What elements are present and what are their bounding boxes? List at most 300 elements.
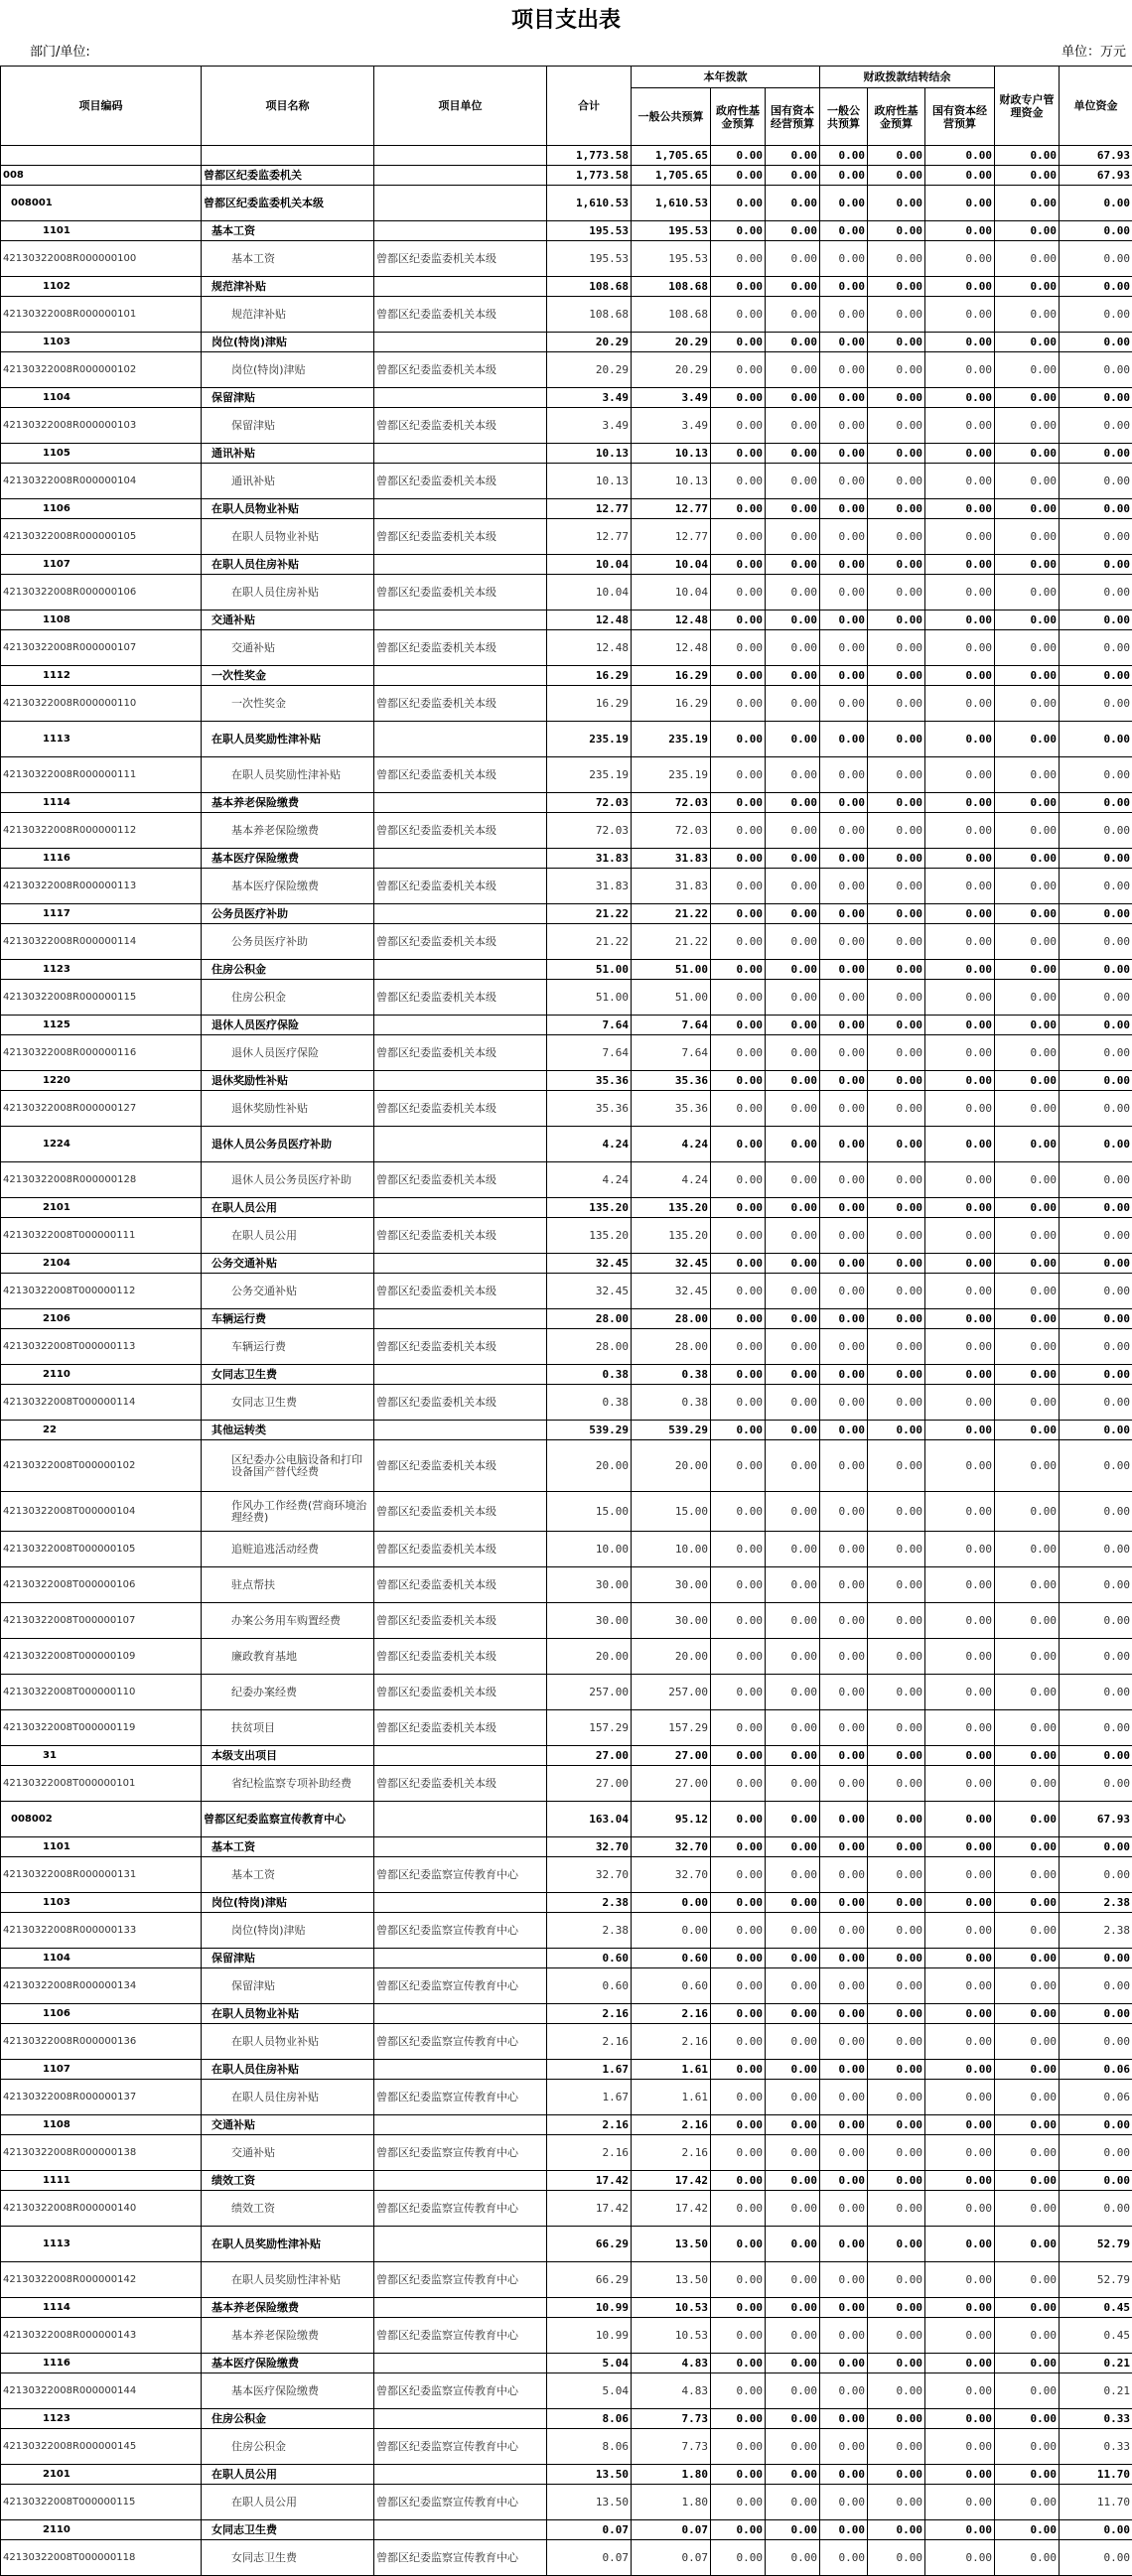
- table-row: [1, 1532, 1132, 1567]
- cell-value: 0.00: [868, 1035, 925, 1071]
- cell-name: 退休人员医疗保险: [202, 1035, 374, 1071]
- cell-name: 基本工资: [202, 241, 374, 277]
- cell-value: 0.00: [820, 2520, 868, 2540]
- cell-value: 0.00: [995, 1746, 1060, 1766]
- cell-value: 0.00: [711, 1710, 766, 1746]
- cell-value: 0.00: [995, 849, 1060, 869]
- table-row: [1, 408, 1132, 444]
- cell-value: 1.67: [547, 2080, 632, 2115]
- cell-value: 0.00: [868, 2024, 925, 2060]
- cell-unit: 曾都区纪委监委机关本级: [374, 1710, 547, 1746]
- cell-value: 0.00: [925, 1440, 995, 1492]
- cell-unit: [374, 849, 547, 869]
- cell-value: 0.00: [711, 1218, 766, 1254]
- table-row: [1, 1071, 1132, 1091]
- cell-value: 0.00: [868, 1127, 925, 1162]
- cell-value: 0.00: [766, 1016, 820, 1035]
- cell-value: 0.00: [1060, 221, 1132, 241]
- cell-name: 退休人员公务员医疗补助: [202, 1127, 374, 1162]
- cell-value: 0.00: [868, 408, 925, 444]
- cell-value: 0.00: [995, 2227, 1060, 2262]
- cell-value: 0.38: [547, 1365, 632, 1385]
- cell-value: 0.00: [711, 277, 766, 297]
- cell-code: 008: [1, 166, 202, 186]
- cell-unit: [374, 1837, 547, 1857]
- cell-value: 0.00: [995, 388, 1060, 408]
- cell-value: 0.00: [1060, 1385, 1132, 1421]
- cell-code: 1101: [1, 221, 202, 241]
- cell-value: 0.07: [547, 2540, 632, 2576]
- table-row: [1, 1675, 1132, 1710]
- cell-value: 0.00: [820, 924, 868, 960]
- cell-value: 0.00: [711, 869, 766, 904]
- cell-value: 7.73: [632, 2409, 711, 2429]
- cell-value: 0.00: [995, 722, 1060, 757]
- cell-value: 0.00: [711, 1766, 766, 1802]
- cell-unit: 曾都区纪委监察宣传教育中心: [374, 1968, 547, 2004]
- cell-code: 42130322008T000000105: [1, 1532, 202, 1567]
- cell-value: 0.00: [868, 166, 925, 186]
- cell-value: 0.00: [711, 666, 766, 686]
- cell-value: 16.29: [547, 666, 632, 686]
- cell-value: 108.68: [547, 277, 632, 297]
- cell-value: 0.00: [868, 1421, 925, 1440]
- table-row: [1, 1603, 1132, 1639]
- cell-value: 0.00: [995, 2115, 1060, 2135]
- cell-name: 曾都区纪委监察宣传教育中心: [202, 1802, 374, 1837]
- cell-value: 0.00: [868, 352, 925, 388]
- cell-name: 交通补贴: [202, 610, 374, 630]
- cell-value: 0.00: [1060, 444, 1132, 464]
- unit-label: 单位：万元: [1061, 40, 1126, 66]
- table-row: [1, 1329, 1132, 1365]
- cell-value: 0.00: [925, 1127, 995, 1162]
- cell-value: 2.38: [547, 1913, 632, 1949]
- cell-code: 1116: [1, 849, 202, 869]
- cell-name: 公务员医疗补助: [202, 904, 374, 924]
- cell-value: 0.00: [925, 2318, 995, 2354]
- cell-value: 0.00: [868, 186, 925, 221]
- cell-value: 51.00: [547, 980, 632, 1016]
- cell-code: 42130322008R000000111: [1, 757, 202, 793]
- table-row: [1, 166, 1132, 186]
- cell-value: 0.00: [868, 1949, 925, 1968]
- cell-value: 0.00: [925, 1016, 995, 1035]
- cell-value: 0.00: [868, 980, 925, 1016]
- cell-value: 0.00: [925, 1746, 995, 1766]
- cell-value: 10.00: [547, 1532, 632, 1567]
- cell-value: 195.53: [547, 221, 632, 241]
- cell-unit: [374, 1127, 547, 1162]
- cell-value: 0.00: [1060, 1421, 1132, 1440]
- cell-value: 52.79: [1060, 2227, 1132, 2262]
- cell-value: 0.00: [925, 2373, 995, 2409]
- cell-value: 0.00: [711, 1532, 766, 1567]
- cell-value: 0.00: [1060, 813, 1132, 849]
- cell-value: 0.00: [711, 1035, 766, 1071]
- cell-value: 0.00: [820, 610, 868, 630]
- cell-value: 0.00: [766, 2262, 820, 2298]
- cell-value: 31.83: [632, 849, 711, 869]
- cell-unit: 曾都区纪委监委机关本级: [374, 757, 547, 793]
- cell-value: 0.00: [1060, 610, 1132, 630]
- cell-name: 在职人员公用: [202, 1218, 374, 1254]
- cell-value: 0.00: [820, 2135, 868, 2171]
- cell-value: 0.00: [820, 757, 868, 793]
- cell-value: 0.00: [711, 1746, 766, 1766]
- cell-value: 5.04: [547, 2373, 632, 2409]
- cell-value: 0.00: [868, 1309, 925, 1329]
- cell-value: 0.00: [711, 2373, 766, 2409]
- cell-value: 0.00: [711, 2024, 766, 2060]
- cell-name: 曾都区纪委监委机关本级: [202, 186, 374, 221]
- table-row: [1, 1035, 1132, 1071]
- cell-value: 0.00: [711, 333, 766, 352]
- cell-value: 0.00: [995, 1309, 1060, 1329]
- cell-value: 0.00: [925, 630, 995, 666]
- cell-unit: 曾都区纪委监委机关本级: [374, 1274, 547, 1309]
- cell-value: 108.68: [547, 297, 632, 333]
- cell-value: 1,773.58: [547, 146, 632, 166]
- cell-name: 退休奖励性补贴: [202, 1071, 374, 1091]
- table-row: [1, 464, 1132, 499]
- cell-value: 0.00: [868, 686, 925, 722]
- cell-value: 2.38: [1060, 1893, 1132, 1913]
- cell-value: 72.03: [632, 793, 711, 813]
- cell-value: 0.00: [995, 444, 1060, 464]
- cell-value: 7.64: [632, 1035, 711, 1071]
- cell-value: 0.00: [925, 1857, 995, 1893]
- cell-code: 42130322008R000000131: [1, 1857, 202, 1893]
- cell-value: 0.60: [547, 1949, 632, 1968]
- cell-value: 0.00: [925, 2060, 995, 2080]
- cell-value: 0.00: [1060, 1567, 1132, 1603]
- cell-value: 0.00: [711, 1329, 766, 1365]
- table-row: [1, 1567, 1132, 1603]
- table-row: [1, 686, 1132, 722]
- cell-value: 21.22: [547, 924, 632, 960]
- cell-unit: 曾都区纪委监委机关本级: [374, 1162, 547, 1198]
- cell-value: 0.00: [995, 2080, 1060, 2115]
- dept-label: 部门/单位:: [30, 40, 90, 66]
- table-row: [1, 1837, 1132, 1857]
- cell-value: 2.16: [547, 2004, 632, 2024]
- cell-name: 在职人员公用: [202, 2485, 374, 2520]
- cell-value: 0.00: [1060, 980, 1132, 1016]
- cell-value: 0.00: [820, 869, 868, 904]
- cell-value: 10.99: [547, 2318, 632, 2354]
- cell-code: 2104: [1, 1254, 202, 1274]
- cell-value: 0.00: [995, 555, 1060, 575]
- cell-value: 0.00: [820, 1218, 868, 1254]
- cell-value: 135.20: [632, 1218, 711, 1254]
- cell-name: 在职人员住房补贴: [202, 2060, 374, 2080]
- cell-value: 0.00: [820, 186, 868, 221]
- cell-value: 0.00: [868, 2227, 925, 2262]
- cell-value: 13.50: [632, 2262, 711, 2298]
- cell-value: 0.00: [711, 1274, 766, 1309]
- cell-value: 0.00: [925, 722, 995, 757]
- cell-value: 0.00: [925, 408, 995, 444]
- cell-value: 0.00: [1060, 277, 1132, 297]
- cell-name: 公务交通补贴: [202, 1254, 374, 1274]
- cell-value: 0.00: [995, 666, 1060, 686]
- cell-code: 42130322008R000000137: [1, 2080, 202, 2115]
- cell-unit: [374, 221, 547, 241]
- cell-code: 42130322008T000000104: [1, 1492, 202, 1532]
- cell-value: 0.00: [995, 297, 1060, 333]
- cell-value: 4.83: [632, 2354, 711, 2373]
- cell-name: 规范津补贴: [202, 297, 374, 333]
- table-row: [1, 793, 1132, 813]
- cell-value: 0.00: [711, 1857, 766, 1893]
- cell-name: 保留津贴: [202, 408, 374, 444]
- cell-name: 驻点帮扶: [202, 1567, 374, 1603]
- cell-value: 0.00: [766, 813, 820, 849]
- cell-value: 0.00: [766, 1035, 820, 1071]
- cell-name: 基本养老保险缴费: [202, 793, 374, 813]
- cell-value: 72.03: [547, 813, 632, 849]
- cell-value: 0.00: [868, 1492, 925, 1532]
- cell-value: 0.00: [925, 1949, 995, 1968]
- cell-value: 0.00: [766, 2191, 820, 2227]
- cell-value: 0.33: [1060, 2409, 1132, 2429]
- cell-value: 0.00: [766, 2429, 820, 2465]
- cell-value: 0.00: [632, 1913, 711, 1949]
- table-row: [1, 333, 1132, 352]
- cell-value: 0.00: [925, 575, 995, 610]
- cell-value: 0.00: [820, 1421, 868, 1440]
- cell-value: 0.00: [711, 1198, 766, 1218]
- cell-value: 0.00: [820, 2298, 868, 2318]
- table-row: [1, 1949, 1132, 1968]
- cell-value: 0.00: [995, 2262, 1060, 2298]
- cell-value: 0.00: [995, 1365, 1060, 1385]
- cell-code: 008002: [1, 1802, 202, 1837]
- cell-unit: [374, 904, 547, 924]
- cell-value: 0.00: [925, 352, 995, 388]
- cell-value: 0.00: [766, 2080, 820, 2115]
- cell-value: 0.00: [820, 221, 868, 241]
- cell-name: 基本医疗保险缴费: [202, 849, 374, 869]
- cell-value: 0.00: [868, 813, 925, 849]
- cell-value: 0.00: [711, 186, 766, 221]
- table-row: [1, 1385, 1132, 1421]
- table-row: [1, 1162, 1132, 1198]
- cell-value: 0.00: [925, 2298, 995, 2318]
- table-row: [1, 499, 1132, 519]
- cell-value: 0.00: [766, 1857, 820, 1893]
- cell-value: 0.00: [925, 2080, 995, 2115]
- cell-value: 4.83: [632, 2373, 711, 2409]
- cell-value: 0.00: [995, 2429, 1060, 2465]
- cell-value: 0.00: [868, 2004, 925, 2024]
- cell-code: 42130322008R000000101: [1, 297, 202, 333]
- cell-value: 0.00: [820, 1091, 868, 1127]
- cell-value: 0.00: [925, 1162, 995, 1198]
- cell-value: 0.00: [1060, 1162, 1132, 1198]
- cell-value: 0.00: [925, 686, 995, 722]
- cell-value: 0.00: [711, 1440, 766, 1492]
- cell-value: 32.70: [547, 1837, 632, 1857]
- cell-value: 0.00: [820, 2354, 868, 2373]
- cell-unit: 曾都区纪委监察宣传教育中心: [374, 2135, 547, 2171]
- cell-value: 0.00: [925, 2227, 995, 2262]
- cell-value: 0.00: [820, 1492, 868, 1532]
- cell-value: 0.00: [711, 722, 766, 757]
- cell-code: 1123: [1, 960, 202, 980]
- cell-value: 0.00: [1060, 2520, 1132, 2540]
- cell-unit: [374, 2171, 547, 2191]
- cell-value: 0.00: [711, 610, 766, 630]
- cell-value: 0.00: [711, 388, 766, 408]
- cell-value: 0.00: [766, 1127, 820, 1162]
- cell-value: 0.00: [1060, 1127, 1132, 1162]
- header-name: 项目名称: [202, 67, 374, 146]
- cell-value: 0.00: [820, 1603, 868, 1639]
- cell-unit: 曾都区纪委监委机关本级: [374, 1766, 547, 1802]
- cell-name: 省纪检监察专项补助经费: [202, 1766, 374, 1802]
- cell-name: 办案公务用车购置经费: [202, 1603, 374, 1639]
- cell-value: 0.00: [925, 499, 995, 519]
- table-row: [1, 2429, 1132, 2465]
- cell-value: 0.00: [925, 1968, 995, 2004]
- cell-value: 0.00: [766, 555, 820, 575]
- cell-value: 0.00: [995, 1837, 1060, 1857]
- cell-value: 0.00: [995, 2373, 1060, 2409]
- cell-code: 42130322008R000000133: [1, 1913, 202, 1949]
- cell-value: 0.00: [766, 2318, 820, 2354]
- cell-unit: [374, 1949, 547, 1968]
- cell-code: 22: [1, 1421, 202, 1440]
- cell-value: 0.00: [1060, 2024, 1132, 2060]
- cell-value: 0.00: [925, 904, 995, 924]
- cell-unit: 曾都区纪委监察宣传教育中心: [374, 1913, 547, 1949]
- cell-value: 0.00: [925, 1421, 995, 1440]
- cell-code: 42130322008T000000106: [1, 1567, 202, 1603]
- cell-value: 0.00: [820, 1639, 868, 1675]
- cell-value: 0.00: [766, 1492, 820, 1532]
- cell-value: 257.00: [632, 1675, 711, 1710]
- cell-value: 0.00: [766, 464, 820, 499]
- cell-value: 0.00: [766, 444, 820, 464]
- cell-code: 42130322008R000000115: [1, 980, 202, 1016]
- cell-value: 0.00: [820, 1532, 868, 1567]
- cell-unit: 曾都区纪委监委机关本级: [374, 1218, 547, 1254]
- cell-value: 0.00: [995, 2354, 1060, 2373]
- cell-value: 0.00: [766, 722, 820, 757]
- cell-value: 0.00: [766, 2004, 820, 2024]
- cell-value: 0.00: [995, 1254, 1060, 1274]
- cell-value: 0.00: [766, 1385, 820, 1421]
- cell-value: 17.42: [632, 2171, 711, 2191]
- cell-value: 0.00: [766, 1365, 820, 1385]
- cell-value: 157.29: [632, 1710, 711, 1746]
- cell-value: 0.33: [1060, 2429, 1132, 2465]
- cell-value: 0.00: [820, 686, 868, 722]
- cell-code: 1108: [1, 2115, 202, 2135]
- project-expenditure-table: [0, 66, 1132, 2576]
- cell-value: 0.00: [711, 2354, 766, 2373]
- cell-value: 235.19: [632, 757, 711, 793]
- cell-unit: [374, 2298, 547, 2318]
- cell-value: 17.42: [632, 2191, 711, 2227]
- cell-value: 0.00: [766, 2520, 820, 2540]
- cell-value: 0.00: [995, 757, 1060, 793]
- table-row: [1, 1766, 1132, 1802]
- table-row: [1, 2135, 1132, 2171]
- cell-value: 0.00: [820, 2409, 868, 2429]
- cell-value: 20.29: [632, 352, 711, 388]
- cell-value: 0.00: [711, 1071, 766, 1091]
- cell-value: 0.00: [820, 2485, 868, 2520]
- cell-value: 0.00: [766, 166, 820, 186]
- cell-name: 在职人员住房补贴: [202, 555, 374, 575]
- cell-value: 0.00: [820, 1254, 868, 1274]
- cell-value: 0.00: [925, 1766, 995, 1802]
- cell-value: 66.29: [547, 2262, 632, 2298]
- header-code: 项目编码: [1, 67, 202, 146]
- cell-name: 在职人员住房补贴: [202, 575, 374, 610]
- cell-value: 0.00: [766, 146, 820, 166]
- cell-value: 35.36: [547, 1091, 632, 1127]
- cell-value: 0.00: [1060, 1309, 1132, 1329]
- cell-code: 42130322008T000000112: [1, 1274, 202, 1309]
- cell-name: 绩效工资: [202, 2191, 374, 2227]
- cell-value: 0.00: [868, 2298, 925, 2318]
- cell-value: 0.00: [820, 352, 868, 388]
- cell-code: 42130322008R000000106: [1, 575, 202, 610]
- header-unit-funds: 单位资金: [1060, 67, 1132, 146]
- cell-name: 在职人员物业补贴: [202, 2024, 374, 2060]
- table-row: [1, 1274, 1132, 1309]
- cell-value: 2.38: [547, 1893, 632, 1913]
- cell-unit: [374, 2520, 547, 2540]
- cell-code: 42130322008R000000143: [1, 2318, 202, 2354]
- cell-value: 32.70: [632, 1837, 711, 1857]
- cell-value: 32.45: [547, 1274, 632, 1309]
- cell-value: 0.00: [711, 519, 766, 555]
- cell-value: 0.00: [766, 1746, 820, 1766]
- cell-value: 10.13: [632, 464, 711, 499]
- cell-name: 在职人员公用: [202, 2465, 374, 2485]
- cell-value: 0.00: [995, 1198, 1060, 1218]
- cell-code: 42130322008R000000138: [1, 2135, 202, 2171]
- cell-value: 0.00: [925, 1802, 995, 1837]
- cell-value: 0.00: [1060, 1440, 1132, 1492]
- header-c-general: 一般公共预算: [820, 88, 868, 146]
- cell-value: 0.00: [766, 1421, 820, 1440]
- cell-value: 7.64: [632, 1016, 711, 1035]
- cell-code: 31: [1, 1746, 202, 1766]
- cell-value: 0.00: [995, 499, 1060, 519]
- cell-value: 0.00: [868, 277, 925, 297]
- cell-value: 0.00: [766, 1913, 820, 1949]
- cell-code: 1104: [1, 388, 202, 408]
- cell-value: 0.00: [711, 1949, 766, 1968]
- cell-value: 0.00: [766, 2115, 820, 2135]
- cell-value: 0.00: [766, 757, 820, 793]
- cell-value: 0.00: [868, 1766, 925, 1802]
- cell-value: 0.00: [868, 2135, 925, 2171]
- cell-value: 0.00: [820, 722, 868, 757]
- table-row: [1, 2540, 1132, 2576]
- cell-value: 0.00: [711, 1162, 766, 1198]
- header-state-capital: 国有资本经营预算: [766, 88, 820, 146]
- table-row: [1, 2298, 1132, 2318]
- cell-value: 0.00: [995, 2060, 1060, 2080]
- cell-value: 0.00: [995, 186, 1060, 221]
